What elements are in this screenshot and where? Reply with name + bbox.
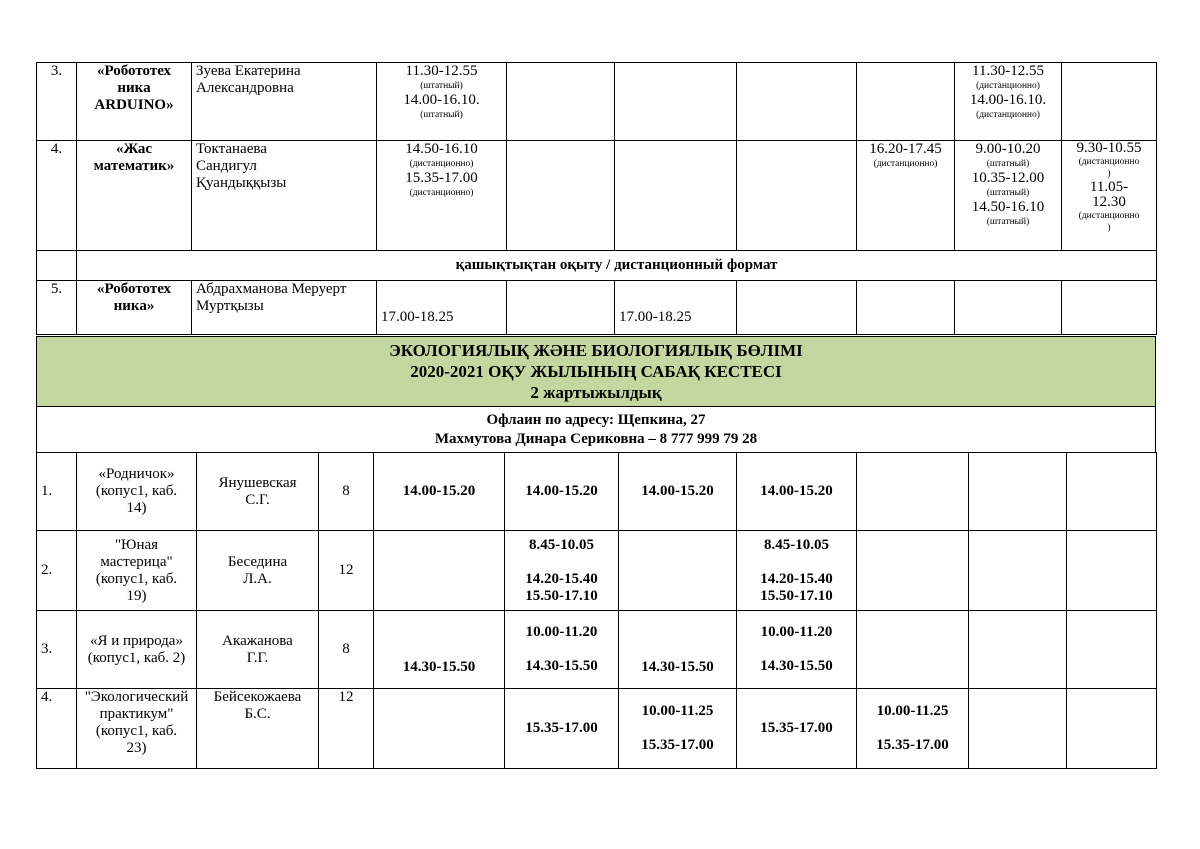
tuesday-times: 8.45-10.05 14.20-15.40 15.50-17.10 [505,531,619,611]
office-address: Офлаин по адресу: Щепкина, 27 [486,411,706,428]
empty-cell [615,63,737,141]
empty-cell [37,251,77,281]
course-name: "Юная мастерица" (копус1, каб. 19) [77,531,197,611]
empty-cell [374,689,505,769]
table-row [37,611,1157,689]
empty-cell [857,453,969,531]
empty-cell [615,141,737,251]
saturday-times: 11.30-12.55 (дистанционно) 14.00-16.10. (дистанционно) [955,63,1062,141]
row-number: 2. [37,531,77,611]
empty-cell [507,281,615,335]
empty-cell [969,453,1067,531]
empty-cell [374,531,505,611]
wednesday-times: 17.00-18.25 [615,281,737,335]
empty-cell [857,611,969,689]
format-row [37,251,1157,281]
empty-cell [1067,689,1157,769]
group-size: 8 [319,611,374,689]
empty-cell [737,141,857,251]
teacher-name: Акажанова Г.Г. [197,611,319,689]
monday-times: 14.50-16.10 (дистанционно) 15.35-17.00 (дистанционно) [377,141,507,251]
department-banner [37,337,1156,407]
group-size: 8 [319,453,374,531]
empty-cell [969,611,1067,689]
empty-cell [857,63,955,141]
monday-times: 14.00-15.20 [374,453,505,531]
row-number: 3. [37,63,77,141]
wednesday-times: 10.00-11.25 15.35-17.00 [619,689,737,769]
thursday-times: 8.45-10.05 14.20-15.40 15.50-17.10 [737,531,857,611]
empty-cell [1067,611,1157,689]
group-size: 12 [319,531,374,611]
table-row [37,453,1157,531]
thursday-times: 10.00-11.20 14.30-15.50 [737,611,857,689]
schedule-table-top [36,62,1157,335]
teacher-name: Абдрахманова Меруерт Муртқызы [192,281,377,335]
wednesday-times: 14.30-15.50 [619,611,737,689]
tuesday-times: 15.35-17.00 [505,689,619,769]
empty-cell [507,63,615,141]
office-contact: Махмутова Динара Сериковна – 8 777 999 79 28 [434,430,758,447]
format-label: қашықтықтан оқыту / дистанционный формат [77,251,1157,281]
empty-cell [857,281,955,335]
empty-cell [969,689,1067,769]
semester-label: 2 жартыжылдық [530,383,662,402]
empty-cell [619,531,737,611]
empty-cell [955,281,1062,335]
row-number: 4. [37,141,77,251]
teacher-name: Бейсекожаева Б.С. [197,689,319,769]
empty-cell [1062,281,1157,335]
empty-cell [507,141,615,251]
department-header [36,336,1156,453]
row-number: 3. [37,611,77,689]
thursday-times: 15.35-17.00 [737,689,857,769]
schedule-table-bottom [36,452,1157,769]
empty-cell [969,531,1067,611]
monday-times: 17.00-18.25 [377,281,507,335]
table-row [37,63,1157,141]
tuesday-times: 10.00-11.20 14.30-15.50 [505,611,619,689]
course-name: "Экологический практикум" (копус1, каб. 23) [77,689,197,769]
course-name: «Робототех ника» [77,281,192,335]
row-number: 5. [37,281,77,335]
monday-times: 11.30-12.55 (штатный) 14.00-16.10. (штатный) [377,63,507,141]
friday-times: 16.20-17.45 (дистанционно) [857,141,955,251]
empty-cell [1067,531,1157,611]
teacher-name: Токтанаева Сандигул Қуандыққызы [192,141,377,251]
monday-times: 14.30-15.50 [374,611,505,689]
tuesday-times: 14.00-15.20 [505,453,619,531]
course-name: «Родничок» (копус1, каб. 14) [77,453,197,531]
empty-cell [737,281,857,335]
table-row [37,141,1157,251]
teacher-name: Беседина Л.А. [197,531,319,611]
empty-cell [1067,453,1157,531]
friday-times: 10.00-11.25 15.35-17.00 [857,689,969,769]
table-row [37,281,1157,335]
course-name: «Я и природа» (копус1, каб. 2) [77,611,197,689]
row-number: 1. [37,453,77,531]
empty-cell [857,531,969,611]
department-title: ЭКОЛОГИЯЛЫҚ ЖӘНЕ БИОЛОГИЯЛЫҚ БӨЛІМІ [389,341,803,360]
course-name: «Жас математик» [77,141,192,251]
office-info [37,407,1156,453]
empty-cell [1062,63,1157,141]
table-row [37,689,1157,769]
schedule-title: 2020-2021 ОҚУ ЖЫЛЫНЫҢ САБАҚ КЕСТЕСІ [410,362,782,381]
empty-cell [737,63,857,141]
course-name: «Робототех ника ARDUINO» [77,63,192,141]
teacher-name: Янушевская С.Г. [197,453,319,531]
group-size: 12 [319,689,374,769]
thursday-times: 14.00-15.20 [737,453,857,531]
saturday-times: 9.00-10.20 (штатный) 10.35-12.00 (штатный) 14.50-16.10 (штатный) [955,141,1062,251]
wednesday-times: 14.00-15.20 [619,453,737,531]
sunday-times: 9.30-10.55 (дистанционно ) 11.05- 12.30 (дистанционно ) [1062,141,1157,251]
teacher-name: Зуева Екатерина Александровна [192,63,377,141]
table-row [37,531,1157,611]
row-number: 4. [37,689,77,769]
